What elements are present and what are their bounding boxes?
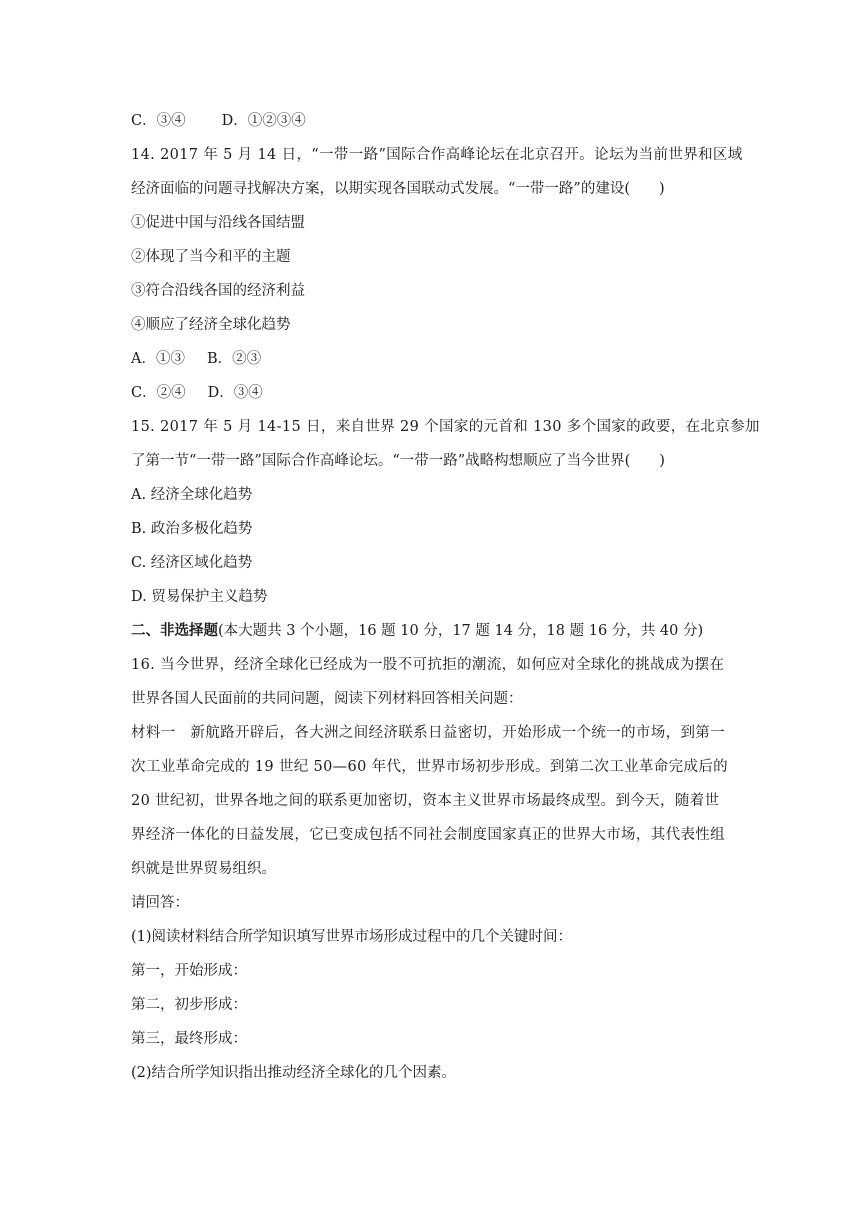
q16-material-line: 织就是世界贸易组织。 bbox=[131, 861, 276, 877]
q14-stem-line1: 14. 2017 年 5 月 14 日，“一带一路”国际合作高峰论坛在北京召开。论坛为当前世界和区域 bbox=[131, 147, 743, 163]
q15-stem-line2: 了第一节“一带一路”国际合作高峰论坛。“一带一路”战略构想顺应了当今世界( ) bbox=[131, 453, 665, 469]
q14-item-2: ②体现了当今和平的主题 bbox=[131, 249, 291, 265]
q16-stem-line2: 世界各国人民面前的共同问题，阅读下列材料回答相关问题： bbox=[131, 691, 523, 707]
q16-sub-question-2: (2)结合所学知识指出推动经济全球化的几个因素。 bbox=[131, 1065, 457, 1081]
q16-prompt: 请回答： bbox=[131, 895, 189, 911]
q15-option-b: B. 政治多极化趋势 bbox=[131, 521, 253, 537]
q13-options-row2 bbox=[131, 111, 731, 131]
q16-blank-2: 第二，初步形成： bbox=[131, 997, 247, 1013]
q14-item-1: ①促进中国与沿线各国结盟 bbox=[131, 215, 305, 231]
q13-option-d: D．①②③④ bbox=[221, 113, 306, 129]
q15-stem-line1: 15. 2017 年 5 月 14-15 日，来自世界 29 个国家的元首和 130 多个国家的政要，在北京参加 bbox=[131, 419, 760, 435]
q14-option-c: C．②④ bbox=[131, 385, 186, 401]
q14-stem-line2: 经济面临的问题寻找解决方案，以期实现各国联动式发展。“一带一路”的建设( ) bbox=[131, 181, 665, 197]
q16-sub-question-1: (1)阅读材料结合所学知识填写世界市场形成过程中的几个关键时间： bbox=[131, 929, 573, 945]
q15-option-a: A. 经济全球化趋势 bbox=[131, 487, 253, 503]
q16-blank-1: 第一，开始形成： bbox=[131, 963, 247, 979]
q14-options-row2 bbox=[131, 383, 731, 403]
section-2-header bbox=[131, 621, 731, 641]
q13-option-c: C．③④ bbox=[131, 113, 186, 129]
section-2-note: (本大题共 3 个小题，16 题 10 分，17 题 14 分，18 题 16 分，共 40 分) bbox=[218, 623, 704, 639]
q15-option-c: C. 经济区域化趋势 bbox=[131, 555, 253, 571]
q16-material-line: 材料一 新航路开辟后，各大洲之间经济联系日益密切，开始形成一个统一的市场，到第一 bbox=[131, 725, 725, 741]
q14-options-row1 bbox=[131, 349, 731, 369]
section-2-heading: 二、非选择题 bbox=[131, 622, 218, 639]
q14-option-d: D．③④ bbox=[207, 385, 263, 401]
q16-material-line: 20 世纪初，世界各地之间的联系更加密切，资本主义世界市场最终成型。到今天，随着世 bbox=[131, 793, 720, 809]
q16-stem-line1: 16. 当今世界，经济全球化已经成为一股不可抗拒的潮流，如何应对全球化的挑战成为摆在 bbox=[131, 657, 725, 673]
q14-option-a: A．①③ bbox=[131, 351, 185, 367]
q14-item-3: ③符合沿线各国的经济利益 bbox=[131, 283, 305, 299]
q14-item-4: ④顺应了经济全球化趋势 bbox=[131, 317, 291, 333]
q15-option-d: D. 贸易保护主义趋势 bbox=[131, 589, 268, 605]
q16-blank-3: 第三，最终形成： bbox=[131, 1031, 247, 1047]
q14-option-b: B．②③ bbox=[206, 351, 262, 367]
q16-material-line: 次工业革命完成的 19 世纪 50—60 年代，世界市场初步形成。到第二次工业革命完成后的 bbox=[131, 759, 729, 775]
q16-material-line: 界经济一体化的日益发展，它已变成包括不同社会制度国家真正的世界大市场，其代表性组 bbox=[131, 827, 725, 843]
